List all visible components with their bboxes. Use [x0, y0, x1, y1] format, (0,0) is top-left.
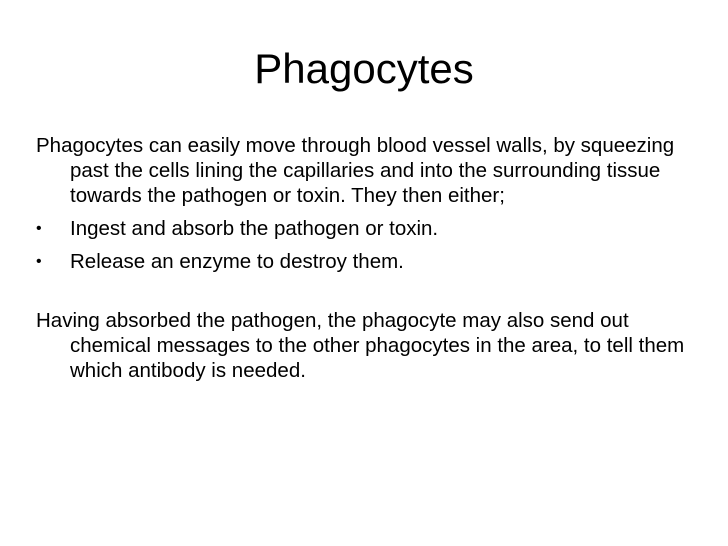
slide-body [36, 133, 686, 383]
bullet-item [36, 216, 686, 241]
bullet-text: Ingest and absorb the pathogen or toxin. [70, 217, 439, 240]
slide-title: Phagocytes [254, 45, 474, 92]
closing-paragraph: Having absorbed the pathogen, the phagocyte may also send out chemical messages to the other phagocytes in the area, to tell them which antibody is needed. [36, 309, 685, 382]
spacer [36, 274, 686, 308]
bullet-item [36, 249, 686, 274]
bullet-icon: • [36, 220, 42, 237]
bullet-text: Release an enzyme to destroy them. [70, 250, 404, 273]
intro-paragraph: Phagocytes can easily move through blood vessel walls, by squeezing past the cells lining the capillaries and into the surrounding tissue towards the pathogen or toxin. They then either; [36, 134, 675, 207]
bullet-icon: • [36, 253, 42, 270]
